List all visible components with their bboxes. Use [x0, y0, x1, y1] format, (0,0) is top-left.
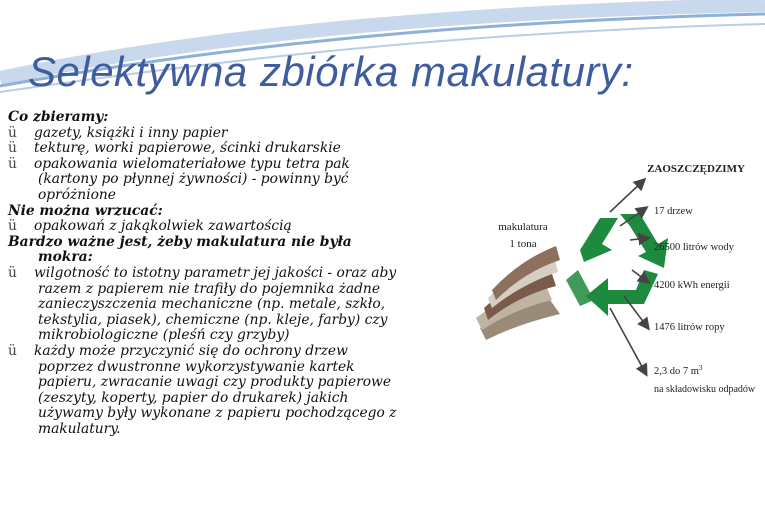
- collect-heading: Co zbieramy:: [8, 109, 109, 125]
- list-item-continuation: makulatury.: [38, 420, 121, 437]
- saving-label: 17 drzew: [654, 206, 693, 217]
- list-item-continuation: papieru, zwracanie uwagi czy produkty papierowe: [38, 374, 392, 391]
- saved-heading: ZAOSZCZĘDZIMY: [647, 163, 745, 175]
- recycling-infographic: [468, 140, 758, 425]
- list-item-continuation: poprzez dwustronne wykorzystywanie kartek: [38, 358, 355, 375]
- not-allowed-heading: Nie można wrzucać:: [8, 202, 163, 219]
- checkmark-icon: ü: [8, 218, 17, 235]
- list-item-continuation: opróżnione: [38, 186, 116, 203]
- checkmark-icon: ü: [8, 264, 17, 281]
- source-amount: 1 tona: [509, 238, 537, 250]
- waste-label-line2: na składowisku odpadów: [654, 384, 756, 395]
- list-item-continuation: tekstylia, piasek), chemiczne (np. kleje, farby) czy: [38, 311, 388, 328]
- page-title: Selektywna zbiórka makulatury:: [28, 48, 634, 95]
- recycle-icon: [566, 214, 668, 316]
- list-item: ü wilgotność to istotny parametr jej jakości - oraz aby: [8, 264, 397, 281]
- list-item-continuation: zanieczyszczenia mechaniczne (np. metale, szkło,: [38, 296, 386, 313]
- checkmark-icon: ü: [8, 124, 17, 141]
- list-item: ü tekturę, worki papierowe, ścinki drukarskie: [8, 140, 341, 157]
- checkmark-icon: ü: [8, 140, 17, 157]
- list-item: ü gazety, książki i inny papier: [8, 124, 228, 141]
- list-item-continuation: mikrobiologiczne (pleśń czy grzyby): [38, 327, 290, 344]
- important-heading-cont: mokra:: [38, 249, 93, 266]
- important-heading: Bardzo ważne jest, żeby makulatura nie była: [8, 233, 352, 250]
- checkmark-icon: ü: [8, 342, 17, 359]
- checkmark-icon: ü: [8, 155, 17, 172]
- source-label: makulatura: [498, 221, 548, 233]
- content-body: [8, 110, 453, 437]
- saving-label: 1476 litrów ropy: [654, 322, 725, 333]
- saving-label: 4200 kWh energii: [654, 280, 730, 291]
- list-item: ü opakowania wielomateriałowe typu tetra pak: [8, 155, 350, 172]
- list-item-continuation: (kartony po płynnej żywności) - powinny być: [38, 171, 349, 188]
- list-item-continuation: używamy były wykonane z papieru pochodzącego z: [38, 405, 397, 422]
- paper-stack-icon: [476, 246, 560, 340]
- list-item: ü każdy może przyczynić się do ochrony drzew: [8, 342, 348, 359]
- list-item-continuation: (zeszyty, koperty, papier do drukarek) jakich: [38, 389, 349, 406]
- saving-label: 26500 litrów wody: [654, 242, 734, 253]
- savings-arrows: [610, 180, 648, 374]
- waste-label: 2,3 do 7 $m^3$: [654, 364, 703, 377]
- list-item: ü opakowań z jakąkolwiek zawartością: [8, 218, 292, 235]
- list-item-continuation: razem z papierem nie trafiły do pojemnika żadne: [38, 280, 380, 297]
